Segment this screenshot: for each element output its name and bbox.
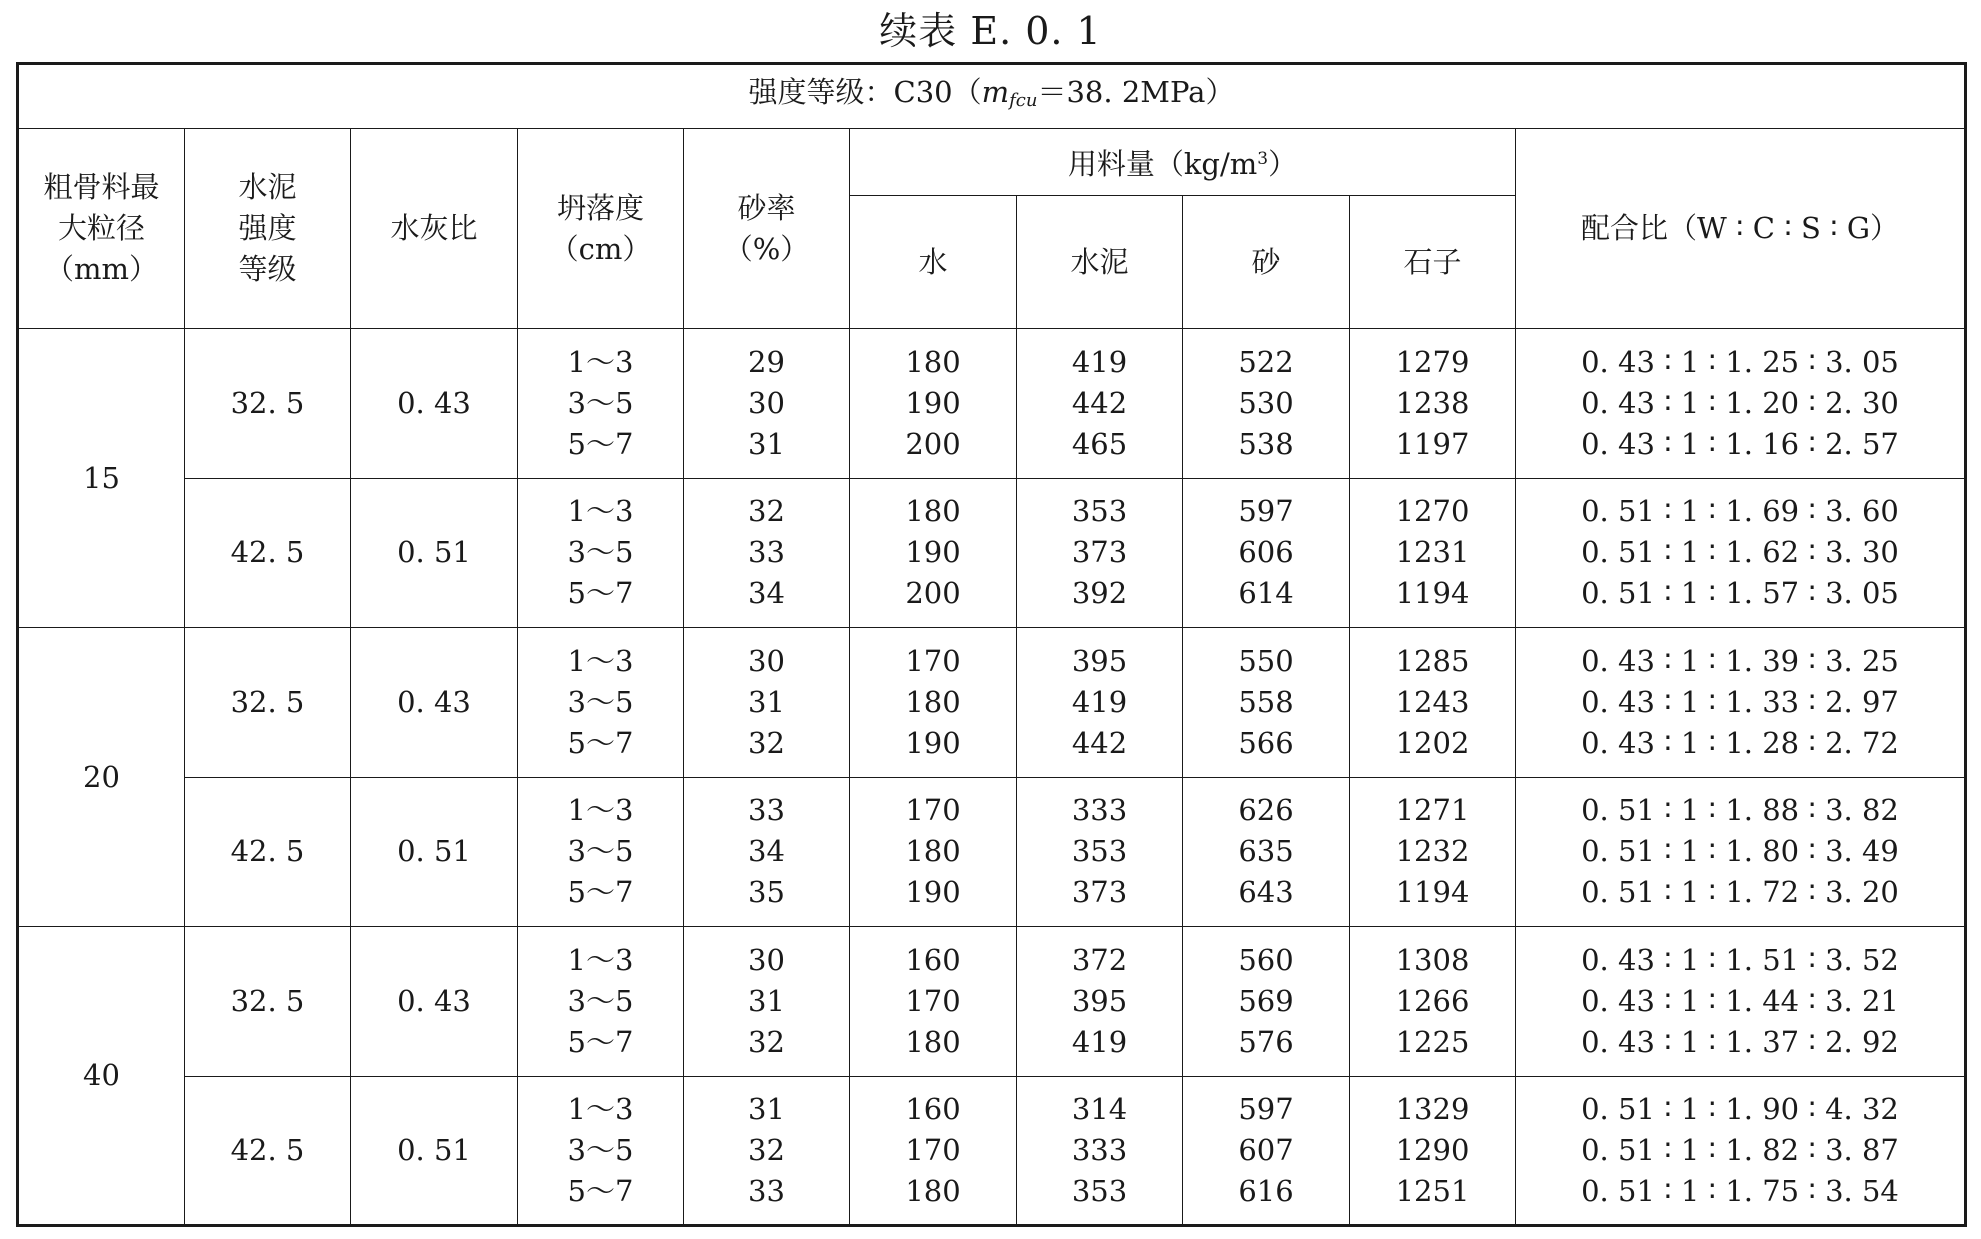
water-cell-line: 180: [905, 494, 961, 529]
stone-cell: [1350, 478, 1516, 628]
stone-cell-line: 1266: [1395, 983, 1470, 1018]
slump-cell-line: 1～3: [567, 643, 634, 678]
stone-cell-line: 1308: [1395, 942, 1470, 977]
stone-cell-line: 1243: [1395, 684, 1470, 719]
slump-cell-line: 5～7: [567, 725, 634, 760]
water-cell-line: 190: [905, 875, 961, 910]
header-aggregate-size: 粗骨料最 大粒径 （mm）: [18, 129, 185, 329]
stone-cell: [1350, 927, 1516, 1077]
stone-cell-line: 1290: [1395, 1132, 1470, 1167]
header-usage: 用料量$(kg/m^3)$: [850, 129, 1516, 196]
mix-ratio-cell: [1516, 329, 1966, 479]
sand-ratio-cell-line: 34: [748, 834, 785, 869]
mix-ratio-cell-line: 0. 43 ∶ 1 ∶ 1. 25 ∶ 3. 05: [1581, 344, 1899, 379]
wc-ratio-cell: 0. 51: [351, 478, 518, 628]
mix-ratio-cell-line: 0. 43 ∶ 1 ∶ 1. 39 ∶ 3. 25: [1581, 643, 1899, 678]
mix-ratio-cell-line: 0. 43 ∶ 1 ∶ 1. 44 ∶ 3. 21: [1581, 983, 1899, 1018]
mix-ratio-cell-line: 0. 51 ∶ 1 ∶ 1. 69 ∶ 3. 60: [1581, 494, 1899, 529]
mix-ratio-cell: [1516, 927, 1966, 1077]
sand-ratio-cell-line: 32: [748, 725, 785, 760]
water-cell-line: 180: [905, 834, 961, 869]
header-sand: 砂: [1183, 196, 1350, 329]
cement-cell-line: 419: [1071, 684, 1128, 719]
slump-cell-line: 5～7: [567, 426, 634, 461]
sand-cell-line: 597: [1238, 1091, 1294, 1126]
sand-cell: [1183, 478, 1350, 628]
sand-cell-line: 530: [1238, 385, 1294, 420]
cement-cell-line: 442: [1071, 385, 1128, 420]
sand-ratio-cell: [684, 478, 850, 628]
water-cell-line: 160: [905, 1091, 961, 1126]
mix-ratio-cell-line: 0. 51 ∶ 1 ∶ 1. 57 ∶ 3. 05: [1581, 576, 1899, 611]
table-row: [18, 329, 1966, 479]
sand-cell-line: 558: [1238, 684, 1294, 719]
table-row: [18, 628, 1966, 778]
sand-ratio-cell-line: 30: [748, 385, 785, 420]
slump-cell-line: 3～5: [567, 1132, 634, 1167]
cement-cell: [1017, 628, 1183, 778]
stone-cell-line: 1238: [1395, 385, 1470, 420]
water-cell: [850, 777, 1017, 927]
slump-cell-line: 5～7: [567, 1173, 634, 1208]
cement-grade-cell: 42. 5: [185, 478, 351, 628]
water-cell-line: 180: [905, 684, 961, 719]
cement-cell-line: 333: [1071, 793, 1128, 828]
water-cell-line: 200: [905, 426, 961, 461]
cement-cell-line: 392: [1071, 576, 1128, 611]
stone-cell-line: 1329: [1395, 1091, 1470, 1126]
cement-cell-line: 419: [1071, 344, 1128, 379]
sand-cell: [1183, 777, 1350, 927]
sand-ratio-cell-line: 32: [748, 1132, 785, 1167]
water-cell-line: 200: [905, 576, 961, 611]
cement-grade-cell: 42. 5: [185, 1076, 351, 1226]
stone-cell-line: 1285: [1395, 643, 1470, 678]
slump-cell: [518, 628, 684, 778]
water-cell: [850, 628, 1017, 778]
sand-cell-line: 607: [1238, 1132, 1294, 1167]
mix-ratio-cell-line: 0. 51 ∶ 1 ∶ 1. 90 ∶ 4. 32: [1581, 1091, 1899, 1126]
stone-cell-line: 1279: [1395, 344, 1470, 379]
sand-ratio-cell-line: 30: [748, 643, 785, 678]
water-cell-line: 170: [905, 1132, 961, 1167]
sand-ratio-cell: [684, 628, 850, 778]
sand-ratio-cell: [684, 777, 850, 927]
mix-proportion-table: [16, 62, 1967, 1227]
slump-cell-line: 5～7: [567, 576, 634, 611]
wc-ratio-cell: 0. 43: [351, 329, 518, 479]
sand-cell-line: 606: [1238, 535, 1294, 570]
water-cell: [850, 478, 1017, 628]
mix-ratio-cell: [1516, 478, 1966, 628]
sand-cell-line: 550: [1238, 643, 1294, 678]
cement-cell-line: 314: [1071, 1091, 1128, 1126]
stone-cell-line: 1232: [1395, 834, 1470, 869]
cement-cell-line: 442: [1071, 725, 1128, 760]
cement-cell-line: 465: [1071, 426, 1128, 461]
stone-cell-line: 1251: [1395, 1173, 1470, 1208]
water-cell: [850, 1076, 1017, 1226]
wc-ratio-cell: 0. 43: [351, 628, 518, 778]
header-mix-ratio: 配合比（W ∶ C ∶ S ∶ G）: [1516, 129, 1966, 329]
stone-cell: [1350, 777, 1516, 927]
sand-ratio-cell-line: 31: [748, 983, 785, 1018]
stone-cell-line: 1225: [1395, 1024, 1470, 1059]
sand-ratio-cell-line: 31: [748, 684, 785, 719]
slump-cell-line: 3～5: [567, 535, 634, 570]
stone-cell: [1350, 1076, 1516, 1226]
header-cement-grade: 水泥 强度 等级: [185, 129, 351, 329]
sand-ratio-cell-line: 33: [748, 535, 785, 570]
water-cell-line: 180: [905, 1173, 961, 1208]
header-cement: 水泥: [1017, 196, 1183, 329]
cement-cell-line: 353: [1071, 1173, 1128, 1208]
sand-cell: [1183, 628, 1350, 778]
cement-grade-cell: 32. 5: [185, 329, 351, 479]
header-water: 水: [850, 196, 1017, 329]
sand-cell-line: 635: [1238, 834, 1294, 869]
slump-cell-line: 3～5: [567, 385, 634, 420]
sand-ratio-cell-line: 31: [748, 426, 785, 461]
wc-ratio-cell: 0. 43: [351, 927, 518, 1077]
sand-ratio-cell-line: 29: [748, 344, 785, 379]
sand-cell: [1183, 927, 1350, 1077]
header-stone: 石子: [1350, 196, 1516, 329]
sand-ratio-cell-line: 30: [748, 942, 785, 977]
sand-ratio-cell-line: 31: [748, 1091, 785, 1126]
water-cell: [850, 329, 1017, 479]
sand-ratio-cell: [684, 1076, 850, 1226]
cement-cell-line: 395: [1071, 983, 1128, 1018]
sand-cell-line: 522: [1238, 344, 1294, 379]
sand-cell: [1183, 1076, 1350, 1226]
aggregate-size-cell: 15: [18, 329, 185, 628]
mix-ratio-cell: [1516, 777, 1966, 927]
water-cell-line: 190: [905, 385, 961, 420]
mix-ratio-cell-line: 0. 51 ∶ 1 ∶ 1. 88 ∶ 3. 82: [1581, 793, 1899, 828]
aggregate-size-cell: 40: [18, 927, 185, 1226]
sand-ratio-cell-line: 35: [748, 875, 785, 910]
sand-cell-line: 643: [1238, 875, 1294, 910]
sand-ratio-cell-line: 33: [748, 1173, 785, 1208]
header-wc-ratio: 水灰比: [351, 129, 518, 329]
slump-cell-line: 5～7: [567, 875, 634, 910]
sand-cell-line: 538: [1238, 426, 1294, 461]
cement-cell: [1017, 329, 1183, 479]
mix-ratio-cell: [1516, 1076, 1966, 1226]
stone-cell-line: 1271: [1395, 793, 1470, 828]
cement-cell-line: 395: [1071, 643, 1128, 678]
stone-cell-line: 1270: [1395, 494, 1470, 529]
water-cell-line: 180: [905, 344, 961, 379]
mix-ratio-cell-line: 0. 51 ∶ 1 ∶ 1. 75 ∶ 3. 54: [1581, 1173, 1899, 1208]
slump-cell-line: 3～5: [567, 983, 634, 1018]
slump-cell: [518, 777, 684, 927]
stone-cell-line: 1202: [1395, 725, 1470, 760]
sand-cell-line: 616: [1238, 1173, 1294, 1208]
water-cell-line: 170: [905, 643, 961, 678]
aggregate-size-cell: 20: [18, 628, 185, 927]
sand-ratio-cell: [684, 329, 850, 479]
cement-grade-cell: 32. 5: [185, 628, 351, 778]
water-cell-line: 190: [905, 535, 961, 570]
wc-ratio-cell: 0. 51: [351, 777, 518, 927]
wc-ratio-cell: 0. 51: [351, 1076, 518, 1226]
slump-cell-line: 1～3: [567, 1091, 634, 1126]
sand-cell-line: 560: [1238, 942, 1294, 977]
stone-cell-line: 1194: [1395, 875, 1470, 910]
table-row: [18, 1076, 1966, 1226]
mix-ratio-cell-line: 0. 43 ∶ 1 ∶ 1. 16 ∶ 2. 57: [1581, 426, 1899, 461]
mix-ratio-cell-line: 0. 43 ∶ 1 ∶ 1. 20 ∶ 2. 30: [1581, 385, 1899, 420]
mix-ratio-cell-line: 0. 43 ∶ 1 ∶ 1. 28 ∶ 2. 72: [1581, 725, 1899, 760]
mix-ratio-cell-line: 0. 43 ∶ 1 ∶ 1. 51 ∶ 3. 52: [1581, 942, 1899, 977]
strength-grade-row: 强度等级：$C30(m_{fcu}=38$. 2MPa）: [18, 64, 1966, 129]
slump-cell-line: 3～5: [567, 684, 634, 719]
water-cell-line: 180: [905, 1024, 961, 1059]
slump-cell-line: 3～5: [567, 834, 634, 869]
sand-cell-line: 614: [1238, 576, 1294, 611]
slump-cell-line: 5～7: [567, 1024, 634, 1059]
mix-ratio-cell-line: 0. 43 ∶ 1 ∶ 1. 33 ∶ 2. 97: [1581, 684, 1899, 719]
cement-cell-line: 353: [1071, 834, 1128, 869]
cement-cell: [1017, 478, 1183, 628]
sand-cell: [1183, 329, 1350, 479]
sand-cell-line: 566: [1238, 725, 1294, 760]
sand-cell-line: 569: [1238, 983, 1294, 1018]
slump-cell: [518, 478, 684, 628]
cement-grade-cell: 42. 5: [185, 777, 351, 927]
mix-ratio-cell-line: 0. 51 ∶ 1 ∶ 1. 82 ∶ 3. 87: [1581, 1132, 1899, 1167]
table-title: 续表 E. 0. 1: [879, 9, 1102, 53]
sand-ratio-cell-line: 32: [748, 1024, 785, 1059]
sand-cell-line: 626: [1238, 793, 1294, 828]
table-row: [18, 927, 1966, 1077]
sand-ratio-cell-line: 34: [748, 576, 785, 611]
cement-cell: [1017, 777, 1183, 927]
mix-ratio-cell: [1516, 628, 1966, 778]
table-row: [18, 777, 1966, 927]
cement-cell-line: 373: [1071, 535, 1128, 570]
stone-cell: [1350, 628, 1516, 778]
slump-cell-line: 1～3: [567, 793, 634, 828]
slump-cell-line: 1～3: [567, 344, 634, 379]
mix-ratio-cell-line: 0. 43 ∶ 1 ∶ 1. 37 ∶ 2. 92: [1581, 1024, 1899, 1059]
cement-grade-cell: 32. 5: [185, 927, 351, 1077]
table-row: [18, 478, 1966, 628]
slump-cell: [518, 1076, 684, 1226]
stone-cell-line: 1231: [1395, 535, 1470, 570]
sand-ratio-cell-line: 32: [748, 494, 785, 529]
water-cell-line: 160: [905, 942, 961, 977]
header-sand-ratio: 砂率 （%）: [684, 129, 850, 329]
header-slump: 坍落度 （cm）: [518, 129, 684, 329]
water-cell-line: 170: [905, 983, 961, 1018]
water-cell-line: 170: [905, 793, 961, 828]
cement-cell-line: 419: [1071, 1024, 1128, 1059]
cement-cell-line: 333: [1071, 1132, 1128, 1167]
sand-cell-line: 597: [1238, 494, 1294, 529]
stone-cell: [1350, 329, 1516, 479]
sand-cell-line: 576: [1238, 1024, 1294, 1059]
slump-cell: [518, 927, 684, 1077]
stone-cell-line: 1197: [1395, 426, 1470, 461]
sand-ratio-cell-line: 33: [748, 793, 785, 828]
cement-cell-line: 373: [1071, 875, 1128, 910]
sand-ratio-cell: [684, 927, 850, 1077]
water-cell: [850, 927, 1017, 1077]
cement-cell: [1017, 1076, 1183, 1226]
mix-ratio-cell-line: 0. 51 ∶ 1 ∶ 1. 80 ∶ 3. 49: [1581, 834, 1899, 869]
mix-ratio-cell-line: 0. 51 ∶ 1 ∶ 1. 62 ∶ 3. 30: [1581, 535, 1899, 570]
cement-cell: [1017, 927, 1183, 1077]
cement-cell-line: 372: [1071, 942, 1128, 977]
water-cell-line: 190: [905, 725, 961, 760]
cement-cell-line: 353: [1071, 494, 1128, 529]
mix-ratio-cell-line: 0. 51 ∶ 1 ∶ 1. 72 ∶ 3. 20: [1581, 875, 1899, 910]
slump-cell-line: 1～3: [567, 494, 634, 529]
stone-cell-line: 1194: [1395, 576, 1470, 611]
slump-cell-line: 1～3: [567, 942, 634, 977]
slump-cell: [518, 329, 684, 479]
